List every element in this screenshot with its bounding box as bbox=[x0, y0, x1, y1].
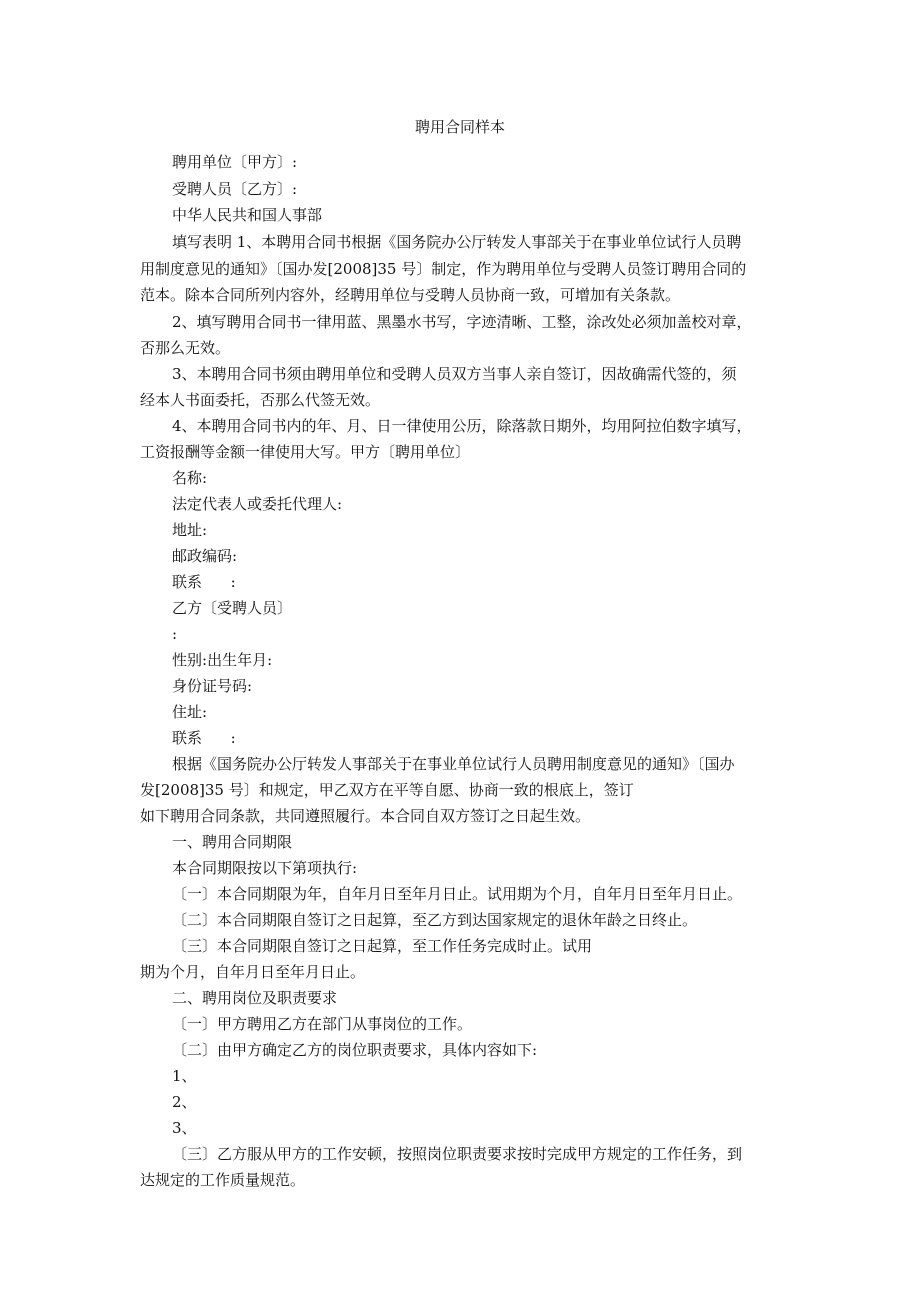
section2-item3-line2: 达规定的工作质量规范。 bbox=[140, 1171, 306, 1189]
note3-line2: 经本人书面委托，否那么代签无效。 bbox=[140, 391, 381, 409]
section2-item3-line1: 〔三〕乙方服从甲方的工作安顿，按照岗位职责要求按时完成甲方规定的工作任务，到 bbox=[172, 1145, 743, 1163]
party-a-address-label: 地址: bbox=[172, 521, 208, 539]
preamble-line3: 如下聘用合同条款，共同遵照履行。本合同自双方签订之日起生效。 bbox=[140, 807, 591, 825]
section1-item3 bbox=[0, 935, 920, 957]
note2-line2: 否那么无效。 bbox=[140, 339, 231, 357]
party-a-name-label: 名称: bbox=[172, 469, 208, 487]
section2-item1 bbox=[0, 1013, 920, 1035]
duty-row-1 bbox=[0, 1065, 920, 1087]
party-b-id-label: 身份证号码: bbox=[172, 677, 253, 695]
preamble-line2-b: 规定，甲乙双方在平等自愿、协商一致的根底上，签订 bbox=[273, 781, 634, 799]
party-b-residence-label: 住址: bbox=[172, 703, 208, 721]
section2-item1-c: 岗位的工作。 bbox=[382, 1015, 473, 1033]
section1-intro bbox=[0, 857, 920, 879]
note1-line2: 用制度意见的通知》〔国办发[2008]35 号〕制定，作为聘用单位与受聘人员签订聘用合同的 bbox=[140, 260, 747, 278]
section1-intro-b: 项执行: bbox=[307, 859, 358, 877]
party-a-rep-row bbox=[0, 493, 920, 515]
section1-item3-c: 期为个月，自年月日至年月日止。 bbox=[140, 963, 366, 981]
party-a-contact-label: 联系 : bbox=[172, 573, 236, 591]
duty-number-1: 1、 bbox=[172, 1067, 197, 1085]
section1-item2: 〔二〕本合同期限自签订之日起算，至乙方到达国家规定的退休年龄之日终止。 bbox=[172, 911, 698, 929]
party-a-postcode-row bbox=[0, 545, 920, 567]
issuer-text: 中华人民共和国人事部 bbox=[172, 206, 323, 224]
party-a-rep-label: 法定代表人或委托代理人: bbox=[172, 495, 343, 513]
party-a-name-row bbox=[0, 467, 920, 489]
note4-line2: 工资报酬等金额一律使用大写。甲方〔聘用单位〕 bbox=[140, 443, 471, 461]
party-b-birth-label: 出生年月: bbox=[207, 651, 273, 669]
employee-label: 受聘人员〔乙方〕: bbox=[172, 180, 298, 198]
note3-line1: 3、本聘用合同书须由聘用单位和受聘人员双方当事人亲自签订，因故确需代签的，须 bbox=[172, 365, 737, 383]
section1-item3-a: 〔三〕本合同期限自签订之日起算，至 bbox=[172, 937, 428, 955]
note1-line1: 填写表明 1、本聘用合同书根据《国务院办公厅转发人事部关于在事业单位试行人员聘 bbox=[172, 233, 742, 251]
section1-item1: 〔一〕本合同期限为年，自年月日至年月日止。试用期为个月，自年月日至年月日止。 bbox=[172, 885, 743, 903]
party-b-colon: : bbox=[172, 625, 178, 643]
preamble-line1: 根据《国务院办公厅转发人事部关于在事业单位试行人员聘用制度意见的通知》〔国办 bbox=[172, 755, 735, 773]
party-a-contact-row bbox=[0, 571, 920, 593]
party-a-postcode-label: 邮政编码: bbox=[172, 547, 238, 565]
party-a-address-row bbox=[0, 519, 920, 541]
duty-row-2 bbox=[0, 1091, 920, 1113]
party-b-contact-row bbox=[0, 727, 920, 749]
employer-label: 聘用单位〔甲方〕: bbox=[172, 153, 298, 171]
party-b-colon-row bbox=[0, 623, 920, 645]
party-b-contact-label: 联系 : bbox=[172, 729, 236, 747]
section1-intro-a: 本合同期限按以下第 bbox=[172, 859, 308, 877]
party-b-id-row bbox=[0, 675, 920, 697]
section1-item3-b: 工作任务完成时止。试用 bbox=[427, 937, 593, 955]
duty-number-3: 3、 bbox=[172, 1119, 197, 1137]
section2-item1-b: 部门从事 bbox=[322, 1015, 383, 1033]
party-b-gender-label: 性别: bbox=[172, 651, 208, 669]
note1-line3: 范本。除本合同所列内容外，经聘用单位与受聘人员协商一致，可增加有关条款。 bbox=[140, 286, 681, 304]
duty-row-3 bbox=[0, 1117, 920, 1139]
section2-heading: 二、聘用岗位及职责要求 bbox=[172, 989, 338, 1007]
party-b-gender-row bbox=[0, 649, 920, 671]
section1-heading: 一、聘用合同期限 bbox=[172, 833, 293, 851]
section2-item2: 〔二〕由甲方确定乙方的岗位职责要求，具体内容如下: bbox=[172, 1041, 538, 1059]
duty-number-2: 2、 bbox=[172, 1093, 197, 1111]
party-b-heading: 乙方〔受聘人员〕 bbox=[172, 599, 293, 617]
document-title: 聘用合同样本 bbox=[414, 118, 505, 136]
preamble-line2 bbox=[0, 779, 920, 801]
note2-line1: 2、填写聘用合同书一律用蓝、黑墨水书写，字迹清晰、工整，涂改处必须加盖校对章， bbox=[172, 313, 752, 331]
party-b-residence-row bbox=[0, 701, 920, 723]
note4-line1: 4、本聘用合同书内的年、月、日一律使用公历，除落款日期外，均用阿拉伯数字填写， bbox=[172, 417, 752, 435]
section2-item1-a: 〔一〕甲方聘用乙方在 bbox=[172, 1015, 323, 1033]
preamble-line2-a: 发[2008]35 号〕和 bbox=[140, 781, 274, 799]
